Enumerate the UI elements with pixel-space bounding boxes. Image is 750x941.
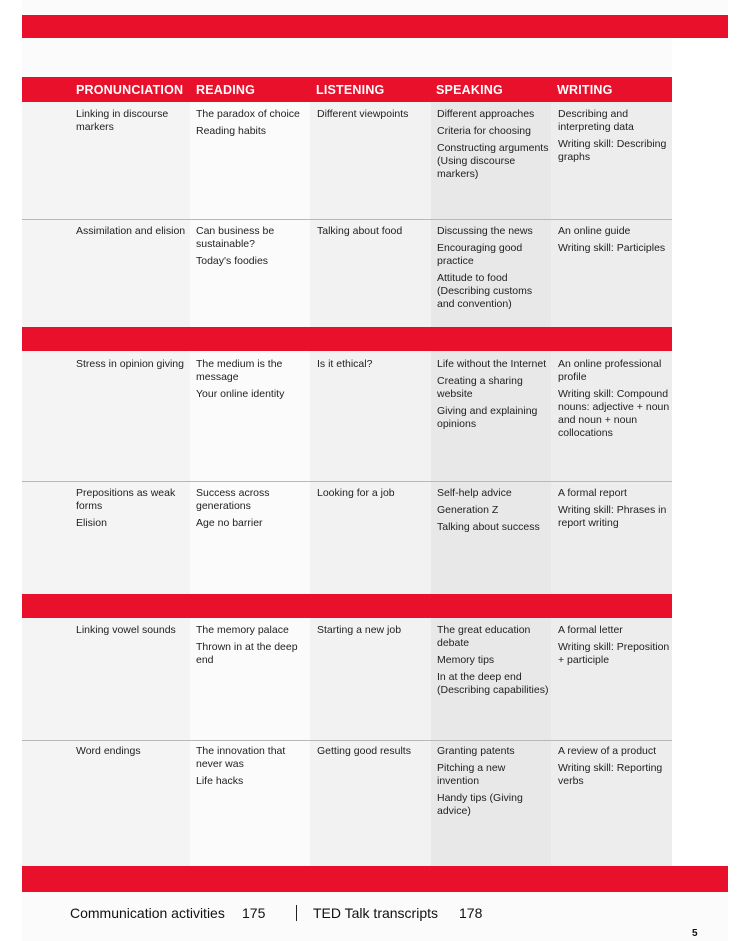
cell-text: Writing skill: Describing graphs (558, 138, 667, 163)
header-listening: LISTENING (316, 83, 385, 97)
cell-text: Writing skill: Phrases in report writing (558, 504, 667, 529)
cell-text: The great education debate (437, 624, 531, 649)
cell-text: A formal letter (558, 624, 623, 636)
row-3-speaking (437, 358, 549, 435)
row-5-pronunciation (76, 624, 188, 641)
cell-text: Granting patents (437, 745, 515, 757)
footer-ted-page: 178 (459, 905, 483, 921)
cell-text: Reading habits (196, 125, 267, 137)
cell-text: Memory tips (437, 654, 495, 666)
cell-text: A formal report (558, 487, 627, 499)
cell-text: Self-help advice (437, 487, 512, 499)
cell-text: Thrown in at the deep end (196, 641, 298, 666)
row-1-speaking (437, 108, 549, 185)
cell-text: The innovation that never was (196, 745, 286, 770)
cell-text: Linking vowel sounds (76, 624, 176, 636)
cell-text: Talking about success (437, 521, 540, 533)
header-pronunciation: PRONUNCIATION (76, 83, 184, 97)
cell-text: Elision (76, 517, 107, 529)
cell-text: Handy tips (Giving advice) (437, 792, 523, 817)
row-5-speaking (437, 624, 549, 701)
cell-text: Linking in discourse markers (76, 108, 169, 133)
cell-text: Life hacks (196, 775, 244, 787)
cell-text: Life without the Internet (437, 358, 547, 370)
row-6-listening (317, 745, 429, 762)
row-4-speaking (437, 487, 549, 538)
row-5-listening (317, 624, 429, 641)
row-3-pronunciation (76, 358, 188, 375)
cell-text: Criteria for choosing (437, 125, 531, 137)
cell-text: Constructing arguments (Using discourse markers) (437, 142, 549, 180)
row-separator (22, 740, 672, 741)
cell-text: Writing skill: Preposition + participle (558, 641, 670, 666)
row-3-listening (317, 358, 429, 375)
top-red-band (22, 15, 728, 38)
row-2-writing (558, 225, 670, 259)
cell-text: Different viewpoints (317, 108, 409, 120)
cell-text: Encouraging good practice (437, 242, 523, 267)
cell-text: The medium is the message (196, 358, 283, 383)
row-separator (22, 481, 672, 482)
row-4-listening (317, 487, 429, 504)
footer-ted-label: TED Talk transcripts (313, 905, 438, 921)
row-6-writing (558, 745, 670, 792)
row-4-writing (558, 487, 670, 534)
header-speaking: SPEAKING (436, 83, 503, 97)
bottom-red-band (22, 866, 728, 892)
row-2-reading (196, 225, 308, 272)
page-number: 5 (692, 928, 698, 939)
row-1-reading (196, 108, 308, 142)
cell-text: Stress in opinion giving (76, 358, 184, 370)
cell-text: Getting good results (317, 745, 411, 757)
cell-text: Talking about food (317, 225, 403, 237)
cell-text: The memory palace (196, 624, 289, 636)
row-6-pronunciation (76, 745, 188, 762)
cell-text: Creating a sharing website (437, 375, 523, 400)
row-1-pronunciation (76, 108, 188, 138)
cell-text: Can business be sustainable? (196, 225, 275, 250)
footer-divider (296, 905, 297, 921)
row-2-pronunciation (76, 225, 188, 242)
cell-text: Generation Z (437, 504, 499, 516)
cell-text: Starting a new job (317, 624, 402, 636)
cell-text: Giving and explaining opinions (437, 405, 538, 430)
cell-text: Writing skill: Reporting verbs (558, 762, 663, 787)
cell-text: In at the deep end (Describing capabilities) (437, 671, 549, 696)
row-separator (22, 219, 672, 220)
cell-text: Pitching a new invention (437, 762, 506, 787)
cell-text: Age no barrier (196, 517, 263, 529)
cell-text: Attitude to food (Describing customs and convention) (437, 272, 533, 310)
cell-text: Different approaches (437, 108, 535, 120)
cell-text: A review of a product (558, 745, 657, 757)
cell-text: The paradox of choice (196, 108, 300, 120)
unit-divider-band-2 (22, 594, 672, 618)
footer-communication-page: 175 (242, 905, 266, 921)
cell-text: Your online identity (196, 388, 285, 400)
row-3-writing (558, 358, 670, 444)
cell-text: Describing and interpreting data (558, 108, 634, 133)
row-5-writing (558, 624, 670, 671)
row-6-reading (196, 745, 308, 792)
right-margin-strip (672, 38, 728, 866)
header-reading: READING (196, 83, 256, 97)
cell-text: Word endings (76, 745, 141, 757)
header-writing: WRITING (557, 83, 613, 97)
cell-text: Writing skill: Compound nouns: adjective + noun and noun + noun collocations (558, 388, 670, 439)
row-4-reading (196, 487, 308, 534)
row-5-reading (196, 624, 308, 671)
cell-text: Looking for a job (317, 487, 395, 499)
row-3-reading (196, 358, 308, 405)
cell-text: Assimilation and elision (76, 225, 186, 237)
cell-text: Today's foodies (196, 255, 269, 267)
cell-text: An online professional profile (558, 358, 662, 383)
unit-divider-band-1 (22, 327, 672, 351)
row-2-speaking (437, 225, 549, 315)
row-4-pronunciation (76, 487, 188, 534)
cell-text: Discussing the news (437, 225, 533, 237)
column-header-row (22, 77, 672, 102)
row-1-listening (317, 108, 429, 125)
row-6-speaking (437, 745, 549, 822)
cell-text: Success across generations (196, 487, 270, 512)
row-2-listening (317, 225, 429, 242)
cell-text: An online guide (558, 225, 631, 237)
cell-text: Writing skill: Participles (558, 242, 666, 254)
cell-text: Prepositions as weak forms (76, 487, 176, 512)
row-1-writing (558, 108, 670, 168)
cell-text: Is it ethical? (317, 358, 373, 370)
footer-communication-label: Communication activities (70, 905, 225, 921)
